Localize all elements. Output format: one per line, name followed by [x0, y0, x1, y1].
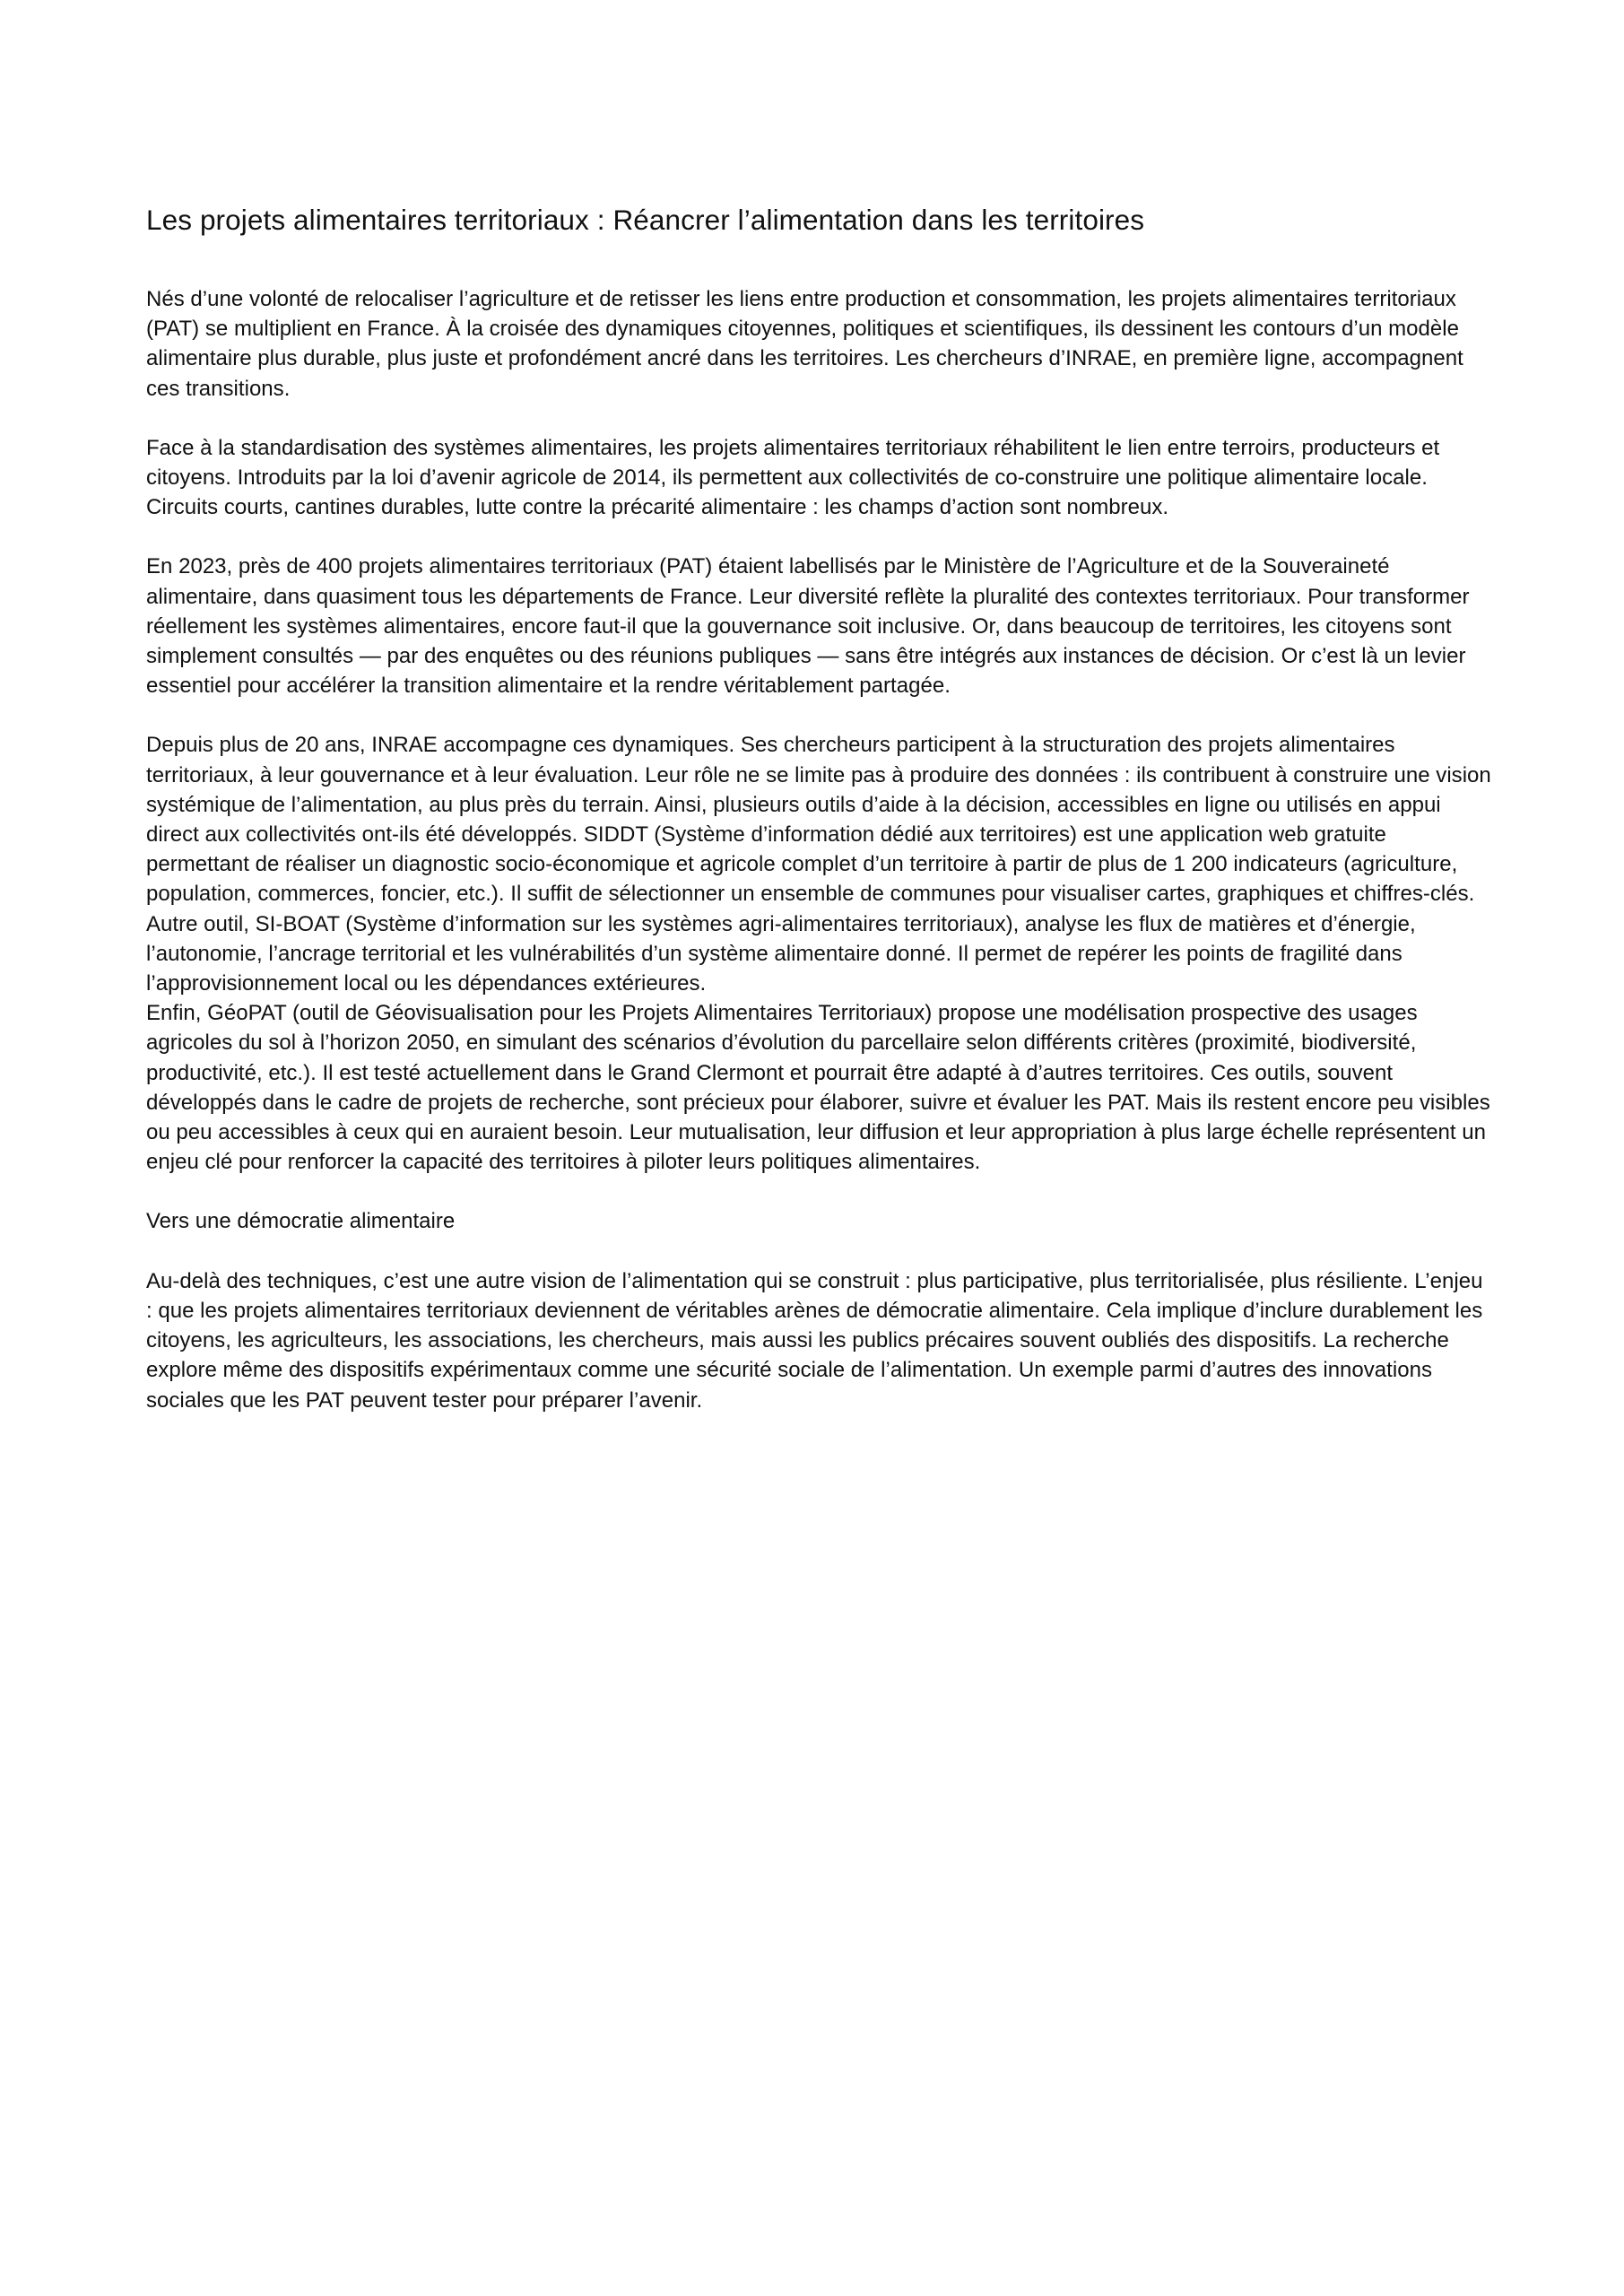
spacer: [146, 1237, 1491, 1266]
document-content: [146, 199, 1491, 1415]
spacer: [146, 404, 1491, 433]
paragraph-outils-siddt: Depuis plus de 20 ans, INRAE accompagne ces dynamiques. Ses chercheurs participent à la structuration des projets alimentaires territoriaux, à leur gouvernance et à leur évaluation. Leur rôle ne se limite pas à produire des données : ils contribuent à construire une vision systémique de l’alimentation, au plus près du terrain. Ainsi, plusieurs outils d’aide à la décision, accessibles en ligne ou utilisés en appui direct aux collectivités ont-ils été développés. SIDDT (Système d’information dédié aux territoires) est une application web gratuite permettant de réaliser un diagnostic socio-économique et agricole complet d’un territoire à partir de plus de 1 200 indicateurs (agriculture, population, commerces, foncier, etc.). Il suffit de sélectionner un ensemble de communes pour visualiser cartes, graphiques et chiffres-clés.: [146, 733, 1491, 907]
paragraph-outils-siboat: Autre outil, SI-BOAT (Système d’information sur les systèmes agri-alimentaires territoriaux), analyse les flux de matières et d’énergie, l’autonomie, l’ancrage territorial et les vulnérabilités d’un système alimentaire donné. Il permet de repérer les points de fragilité dans l’approvisionnement local ou les dépendances extérieures.: [146, 911, 1416, 996]
paragraph-outils-geopat: Enfin, GéoPAT (outil de Géovisualisation pour les Projets Alimentaires Territoriaux) propose une modélisation prospective des usages agricoles du sol à l’horizon 2050, en simulant des scénarios d’évolution du parcellaire selon différents critères (proximité, biodiversité, productivité, etc.). Il est testé actuellement dans le Grand Clermont et pourrait être adapté à d’autres territoires. Ces outils, souvent développés dans le cadre de projets de recherche, sont précieux pour élaborer, suivre et évaluer les PAT. Mais ils restent encore peu visibles ou peu accessibles à ceux qui en auraient besoin. Leur mutualisation, leur diffusion et leur appropriation à plus large échelle représentent un enjeu clé pour renforcer la capacité des territoires à piloter leurs politiques alimentaires.: [146, 1001, 1490, 1175]
paragraph-intro: Nés d’une volonté de relocaliser l’agriculture et de retisser les liens entre production et consommation, les projets alimentaires territoriaux (PAT) se multiplient en France. À la croisée des dynamiques citoyennes, politiques et scientifiques, ils dessinent les contours d’un modèle alimentaire plus durable, plus juste et profondément ancré dans les territoires. Les chercheurs d’INRAE, en première ligne, accompagnent ces transitions.: [146, 287, 1463, 401]
spacer: [146, 700, 1491, 730]
spacer: [146, 522, 1491, 552]
spacer: [146, 240, 1491, 284]
paragraph-standardisation: Face à la standardisation des systèmes alimentaires, les projets alimentaires territoriaux réhabilitent le lien entre terroirs, producteurs et citoyens. Introduits par la loi d’avenir agricole de 2014, ils permettent aux collectivités de co-construire une politique alimentaire locale. Circuits courts, cantines durables, lutte contre la précarité alimentaire : les champs d’action sont nombreux.: [146, 435, 1440, 520]
subheading-democratie-alimentaire: Vers une démocratie alimentaire: [146, 1209, 456, 1234]
page-title: Les projets alimentaires territoriaux : Réancrer l’alimentation dans les territoires: [146, 204, 1145, 236]
paragraph-labellisation: En 2023, près de 400 projets alimentaires territoriaux (PAT) étaient labellisés par le Ministère de l’Agriculture et de la Souveraineté alimentaire, dans quasiment tous les départements de France. Leur diversité reflète la pluralité des contextes territoriaux. Pour transformer réellement les systèmes alimentaires, encore faut-il que la gouvernance soit inclusive. Or, dans beaucoup de territoires, les citoyens sont simplement consultés — par des enquêtes ou des réunions publiques — sans être intégrés aux instances de décision. Or c’est là un levier essentiel pour accélérer la transition alimentaire et la rendre véritablement partagée.: [146, 554, 1470, 699]
spacer: [146, 1177, 1491, 1206]
paragraph-democratie: Au-delà des techniques, c’est une autre vision de l’alimentation qui se construit : plus participative, plus territorialisée, plus résiliente. L’enjeu : que les projets alimentaires territoriaux deviennent de véritables arènes de démocratie alimentaire. Cela implique d’inclure durablement les citoyens, les agriculteurs, les associations, les chercheurs, mais aussi les publics précaires souvent oubliés des dispositifs. La recherche explore même des dispositifs expérimentaux comme une sécurité sociale de l’alimentation. Un exemple parmi d’autres des innovations sociales que les PAT peuvent tester pour préparer l’avenir.: [146, 1268, 1483, 1413]
